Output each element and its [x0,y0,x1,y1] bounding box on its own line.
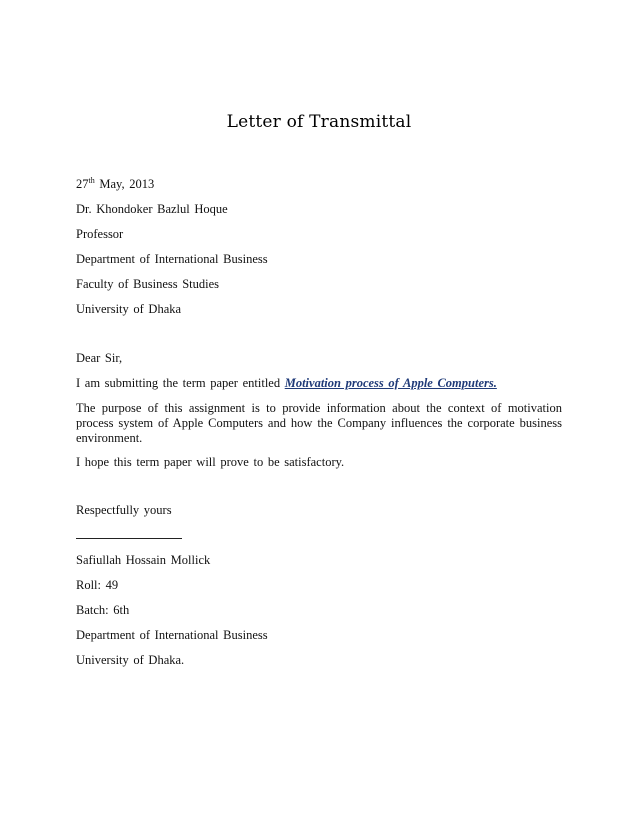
sender-roll: Roll: 49 [76,578,119,592]
sender-batch: Batch: 6th [76,603,130,617]
submission-prefix: I am submitting the term paper entitled [76,376,285,390]
date-suffix: th [88,175,95,185]
page-title: Letter of Transmittal [226,112,412,132]
purpose-paragraph: The purpose of this assignment is to provide information about the context of motivation process system of Apple Computers and how the Company influences the corporate business environment. [76,401,562,445]
paper-title: Motivation process of Apple Computers. [284,376,497,390]
sender-university: University of Dhaka. [76,653,185,667]
letter-date [76,177,154,192]
recipient-position: Professor [76,227,124,241]
hope-sentence: I hope this term paper will prove to be satisfactory. [76,455,345,469]
date-day: 27 [76,177,89,191]
recipient-university: University of Dhaka [76,302,182,316]
sender-department: Department of International Business [76,628,268,642]
date-rest: May, 2013 [94,177,155,191]
closing: Respectfully yours [76,503,172,517]
recipient-faculty: Faculty of Business Studies [76,277,220,291]
recipient-department: Department of International Business [76,252,268,266]
signature-line [76,538,182,539]
salutation: Dear Sir, [76,351,123,365]
submission-sentence [76,376,497,391]
sender-name: Safiullah Hossain Mollick [76,553,211,567]
recipient-name: Dr. Khondoker Bazlul Hoque [76,202,228,216]
